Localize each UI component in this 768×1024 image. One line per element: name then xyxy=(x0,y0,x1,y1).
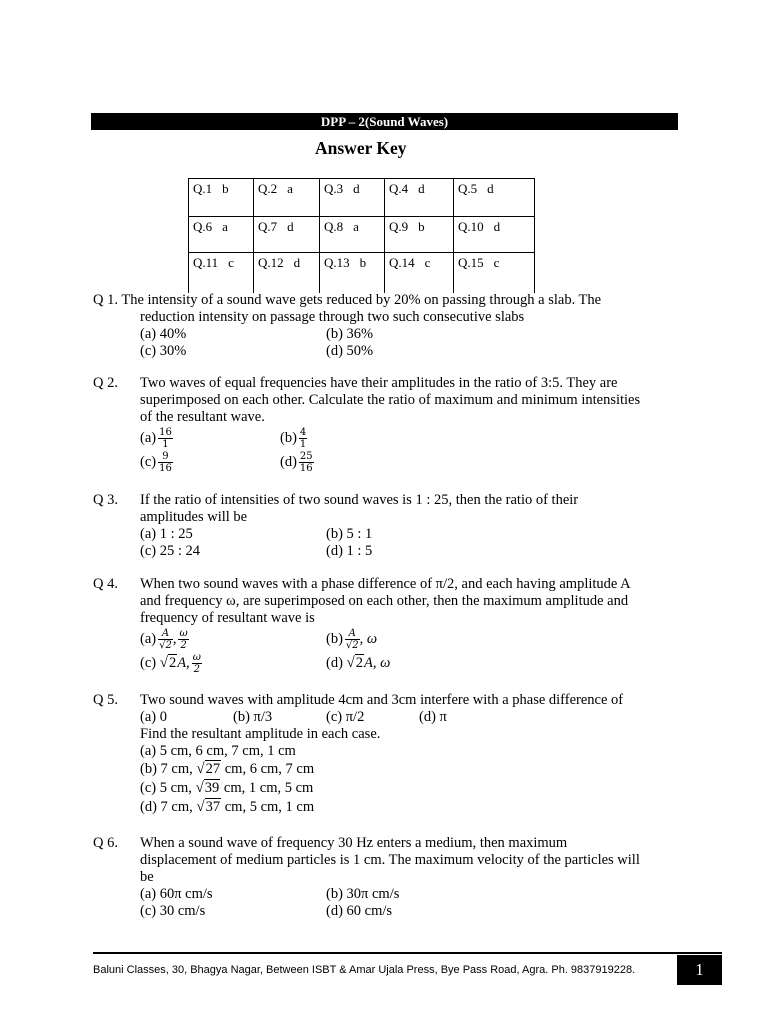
answer-key-cell xyxy=(454,179,535,217)
denominator: 1 xyxy=(299,439,307,451)
answer-letter: d xyxy=(353,181,360,196)
fraction xyxy=(299,451,314,474)
answer-key-cell xyxy=(454,253,535,294)
option-row xyxy=(93,543,693,560)
option-tail: ω xyxy=(366,631,378,647)
answer-letter: d xyxy=(293,255,301,270)
question-2 xyxy=(93,375,693,474)
answer-letter: c xyxy=(424,255,431,270)
numerator: ω xyxy=(192,652,201,664)
question-number: Q 4. xyxy=(93,576,118,592)
question-line: be xyxy=(140,869,154,885)
numerator: 4 xyxy=(299,427,307,439)
answer-letter: d xyxy=(487,181,494,196)
option-d: (d) 50% xyxy=(326,343,374,359)
question-number: Q.3 xyxy=(324,181,344,196)
option-c: (c) 25 : 24 xyxy=(140,543,200,559)
answer-key-cell xyxy=(189,217,254,253)
option-label: (a) xyxy=(140,430,157,446)
answer-letter: c xyxy=(228,255,234,270)
separator: , xyxy=(359,631,364,647)
question-line xyxy=(93,576,693,593)
question-number: Q.4 xyxy=(389,181,409,196)
option-post: cm, 1 cm, 5 cm xyxy=(223,780,314,796)
answer-key-cell xyxy=(385,179,454,217)
question-text: If the ratio of intensities of two sound waves is 1 : 25, then the ratio of their xyxy=(140,492,579,508)
answer-key-row xyxy=(189,217,535,253)
denominator: √2 xyxy=(159,640,172,652)
option-a xyxy=(140,627,189,651)
fraction xyxy=(158,628,173,651)
option-d: (d) 60 cm/s xyxy=(326,903,393,919)
question-line: Find the resultant amplitude in each case. xyxy=(140,726,381,742)
footer-divider xyxy=(93,952,722,954)
option-b xyxy=(280,426,307,450)
option-c xyxy=(140,651,202,675)
option-row xyxy=(93,651,693,675)
question-number: Q.6 xyxy=(193,219,213,234)
fraction xyxy=(178,628,188,651)
numerator: 25 xyxy=(299,451,313,463)
radicand: 2 xyxy=(355,655,364,671)
question-line xyxy=(93,375,693,392)
option-b xyxy=(326,627,377,651)
option-c xyxy=(140,450,173,474)
answer-letter: d xyxy=(287,219,294,234)
option-tail: A, xyxy=(177,655,190,671)
answer-key-heading: Answer Key xyxy=(315,138,407,158)
question-number: Q.2 xyxy=(258,181,278,196)
question-4 xyxy=(93,576,693,675)
answer-letter: a xyxy=(287,181,293,196)
question-number: Q.12 xyxy=(258,255,284,270)
option-row xyxy=(93,326,693,343)
answer-letter: b xyxy=(222,181,229,196)
answer-key-cell xyxy=(454,217,535,253)
question-number: Q.5 xyxy=(458,181,478,196)
option-a xyxy=(140,426,173,450)
question-3 xyxy=(93,492,693,560)
question-number: Q.1 xyxy=(193,181,213,196)
question-number: Q.9 xyxy=(389,219,409,234)
fraction xyxy=(345,628,360,651)
option-label: (b) xyxy=(280,430,297,446)
answer-key-row xyxy=(189,179,535,217)
question-line: and frequency ω, are superimposed on each other, then the maximum amplitude and xyxy=(140,593,629,609)
answer-key-cell xyxy=(189,179,254,217)
question-line xyxy=(93,292,693,309)
phase-option: (a) 0 xyxy=(140,709,167,725)
option-b: (b) 30π cm/s xyxy=(326,886,400,902)
option-label: (d) xyxy=(326,655,343,671)
answer-letter: a xyxy=(353,219,359,234)
answer-key-row xyxy=(189,253,535,294)
option-label: (c) xyxy=(140,454,157,470)
question-text: Two waves of equal frequencies have their amplitudes in the ratio of 3:5. They are xyxy=(140,375,618,391)
answer-key-cell xyxy=(320,217,385,253)
numerator: A xyxy=(345,628,360,640)
option-a: (a) 60π cm/s xyxy=(140,886,213,902)
question-line: displacement of medium particles is 1 cm. The maximum velocity of the particles will xyxy=(140,852,640,868)
option-d xyxy=(326,651,390,675)
phase-option: (d) π xyxy=(419,709,447,725)
answer-key-cell xyxy=(320,179,385,217)
question-number: Q.13 xyxy=(324,255,350,270)
phase-row xyxy=(93,709,693,726)
answer-key-table xyxy=(188,178,535,293)
fraction xyxy=(158,451,173,474)
question-line: amplitudes will be xyxy=(140,509,248,525)
answer-key-cell xyxy=(385,217,454,253)
option-post: cm, 5 cm, 1 cm xyxy=(224,799,315,815)
denominator: 2 xyxy=(180,640,187,652)
denominator: √2 xyxy=(345,640,359,652)
option-post: cm, 6 cm, 7 cm xyxy=(224,761,315,777)
answer-letter: a xyxy=(222,219,228,234)
question-number: Q.15 xyxy=(458,255,484,270)
question-line: of the resultant wave. xyxy=(140,409,265,425)
option-pre: (d) 7 cm, xyxy=(140,799,193,815)
question-text: When a sound wave of frequency 30 Hz enters a medium, then maximum xyxy=(140,835,568,851)
option-d xyxy=(93,798,693,817)
worksheet-title: DPP – 2(Sound Waves) xyxy=(91,113,678,130)
question-number: Q.14 xyxy=(389,255,415,270)
answer-key-cell xyxy=(385,253,454,294)
separator: , xyxy=(172,631,177,647)
option-label: (d) xyxy=(280,454,297,470)
option-a: (a) 1 : 25 xyxy=(140,526,193,542)
phase-option: (b) π/3 xyxy=(233,709,273,725)
option-tail: A, ω xyxy=(364,655,391,671)
option-b: (b) 5 : 1 xyxy=(326,526,373,542)
sqrt-icon: √ xyxy=(196,799,205,815)
sqrt-icon: √ xyxy=(196,761,205,777)
sqrt-icon: √ xyxy=(195,780,204,796)
option-a: (a) 40% xyxy=(140,326,187,342)
denominator: 2 xyxy=(193,664,200,676)
option-c: (c) 30 cm/s xyxy=(140,903,206,919)
answer-key-cell xyxy=(189,253,254,294)
question-6 xyxy=(93,835,693,920)
question-number: Q 6. xyxy=(93,835,118,851)
sqrt-icon: √ xyxy=(159,655,168,671)
question-line xyxy=(93,692,693,709)
question-number: Q.7 xyxy=(258,219,278,234)
radicand: 2 xyxy=(168,655,177,671)
numerator: 9 xyxy=(158,451,173,463)
question-text: Two sound waves with amplitude 4cm and 3cm interfere with a phase difference of xyxy=(140,692,624,708)
radicand: 37 xyxy=(205,799,221,815)
option-pre: (c) 5 cm, xyxy=(140,780,192,796)
question-line xyxy=(93,492,693,509)
question-text: The intensity of a sound wave gets reduced by 20% on passing through a slab. The xyxy=(121,292,602,308)
sqrt-icon: √ xyxy=(346,655,355,671)
option-label: (c) xyxy=(140,655,157,671)
answer-letter: d xyxy=(418,181,425,196)
question-number: Q 3. xyxy=(93,492,118,508)
option-row xyxy=(93,903,693,920)
answer-key-cell xyxy=(320,253,385,294)
denominator: 16 xyxy=(299,463,313,475)
question-5 xyxy=(93,692,693,817)
question-line xyxy=(93,835,693,852)
radicand: 39 xyxy=(204,780,220,796)
option-b: (b) 36% xyxy=(326,326,374,342)
option-c: (c) 30% xyxy=(140,343,187,359)
radicand: 27 xyxy=(205,761,221,777)
option-label: (b) xyxy=(326,631,343,647)
denominator: 16 xyxy=(159,463,172,475)
option-a: (a) 5 cm, 6 cm, 7 cm, 1 cm xyxy=(140,743,296,759)
option-b xyxy=(93,760,693,779)
option-pre: (b) 7 cm, xyxy=(140,761,193,777)
option-label: (a) xyxy=(140,631,157,647)
question-number: Q.8 xyxy=(324,219,344,234)
answer-key-cell xyxy=(254,217,320,253)
option-d: (d) 1 : 5 xyxy=(326,543,373,559)
option-row xyxy=(93,627,693,651)
numerator: 16 xyxy=(159,427,172,439)
answer-letter: b xyxy=(418,219,425,234)
answer-letter: b xyxy=(359,255,367,270)
question-number: Q 5. xyxy=(93,692,118,708)
option-row xyxy=(93,426,693,450)
answer-letter: c xyxy=(493,255,500,270)
numerator: ω xyxy=(179,628,188,640)
question-text: When two sound waves with a phase difference of π/2, and each having amplitude A xyxy=(140,576,631,592)
phase-option: (c) π/2 xyxy=(326,709,365,725)
question-number: Q 1. xyxy=(93,292,118,308)
question-1 xyxy=(93,292,693,360)
option-c xyxy=(93,779,693,798)
question-number: Q 2. xyxy=(93,375,118,391)
option-d xyxy=(280,450,314,474)
question-line: reduction intensity on passage through two such consecutive slabs xyxy=(140,309,525,325)
question-line: superimposed on each other. Calculate the ratio of maximum and minimum intensities xyxy=(140,392,641,408)
denominator: 1 xyxy=(162,439,169,451)
answer-letter: d xyxy=(493,219,501,234)
answer-key-cell xyxy=(254,253,320,294)
option-row xyxy=(93,886,693,903)
numerator: A xyxy=(158,628,173,640)
question-number: Q.10 xyxy=(458,219,484,234)
fraction xyxy=(299,427,307,450)
footer-address: Baluni Classes, 30, Bhagya Nagar, Between ISBT & Amar Ujala Press, Bye Pass Road, Agra. Ph. 9837919228. xyxy=(93,964,636,976)
fraction xyxy=(192,652,202,675)
question-number: Q.11 xyxy=(193,255,219,270)
option-row xyxy=(93,450,693,474)
option-row xyxy=(93,526,693,543)
answer-key-cell xyxy=(254,179,320,217)
option-row xyxy=(93,343,693,360)
fraction xyxy=(158,427,173,450)
question-line: frequency of resultant wave is xyxy=(140,610,315,626)
page-number: 1 xyxy=(677,955,722,985)
